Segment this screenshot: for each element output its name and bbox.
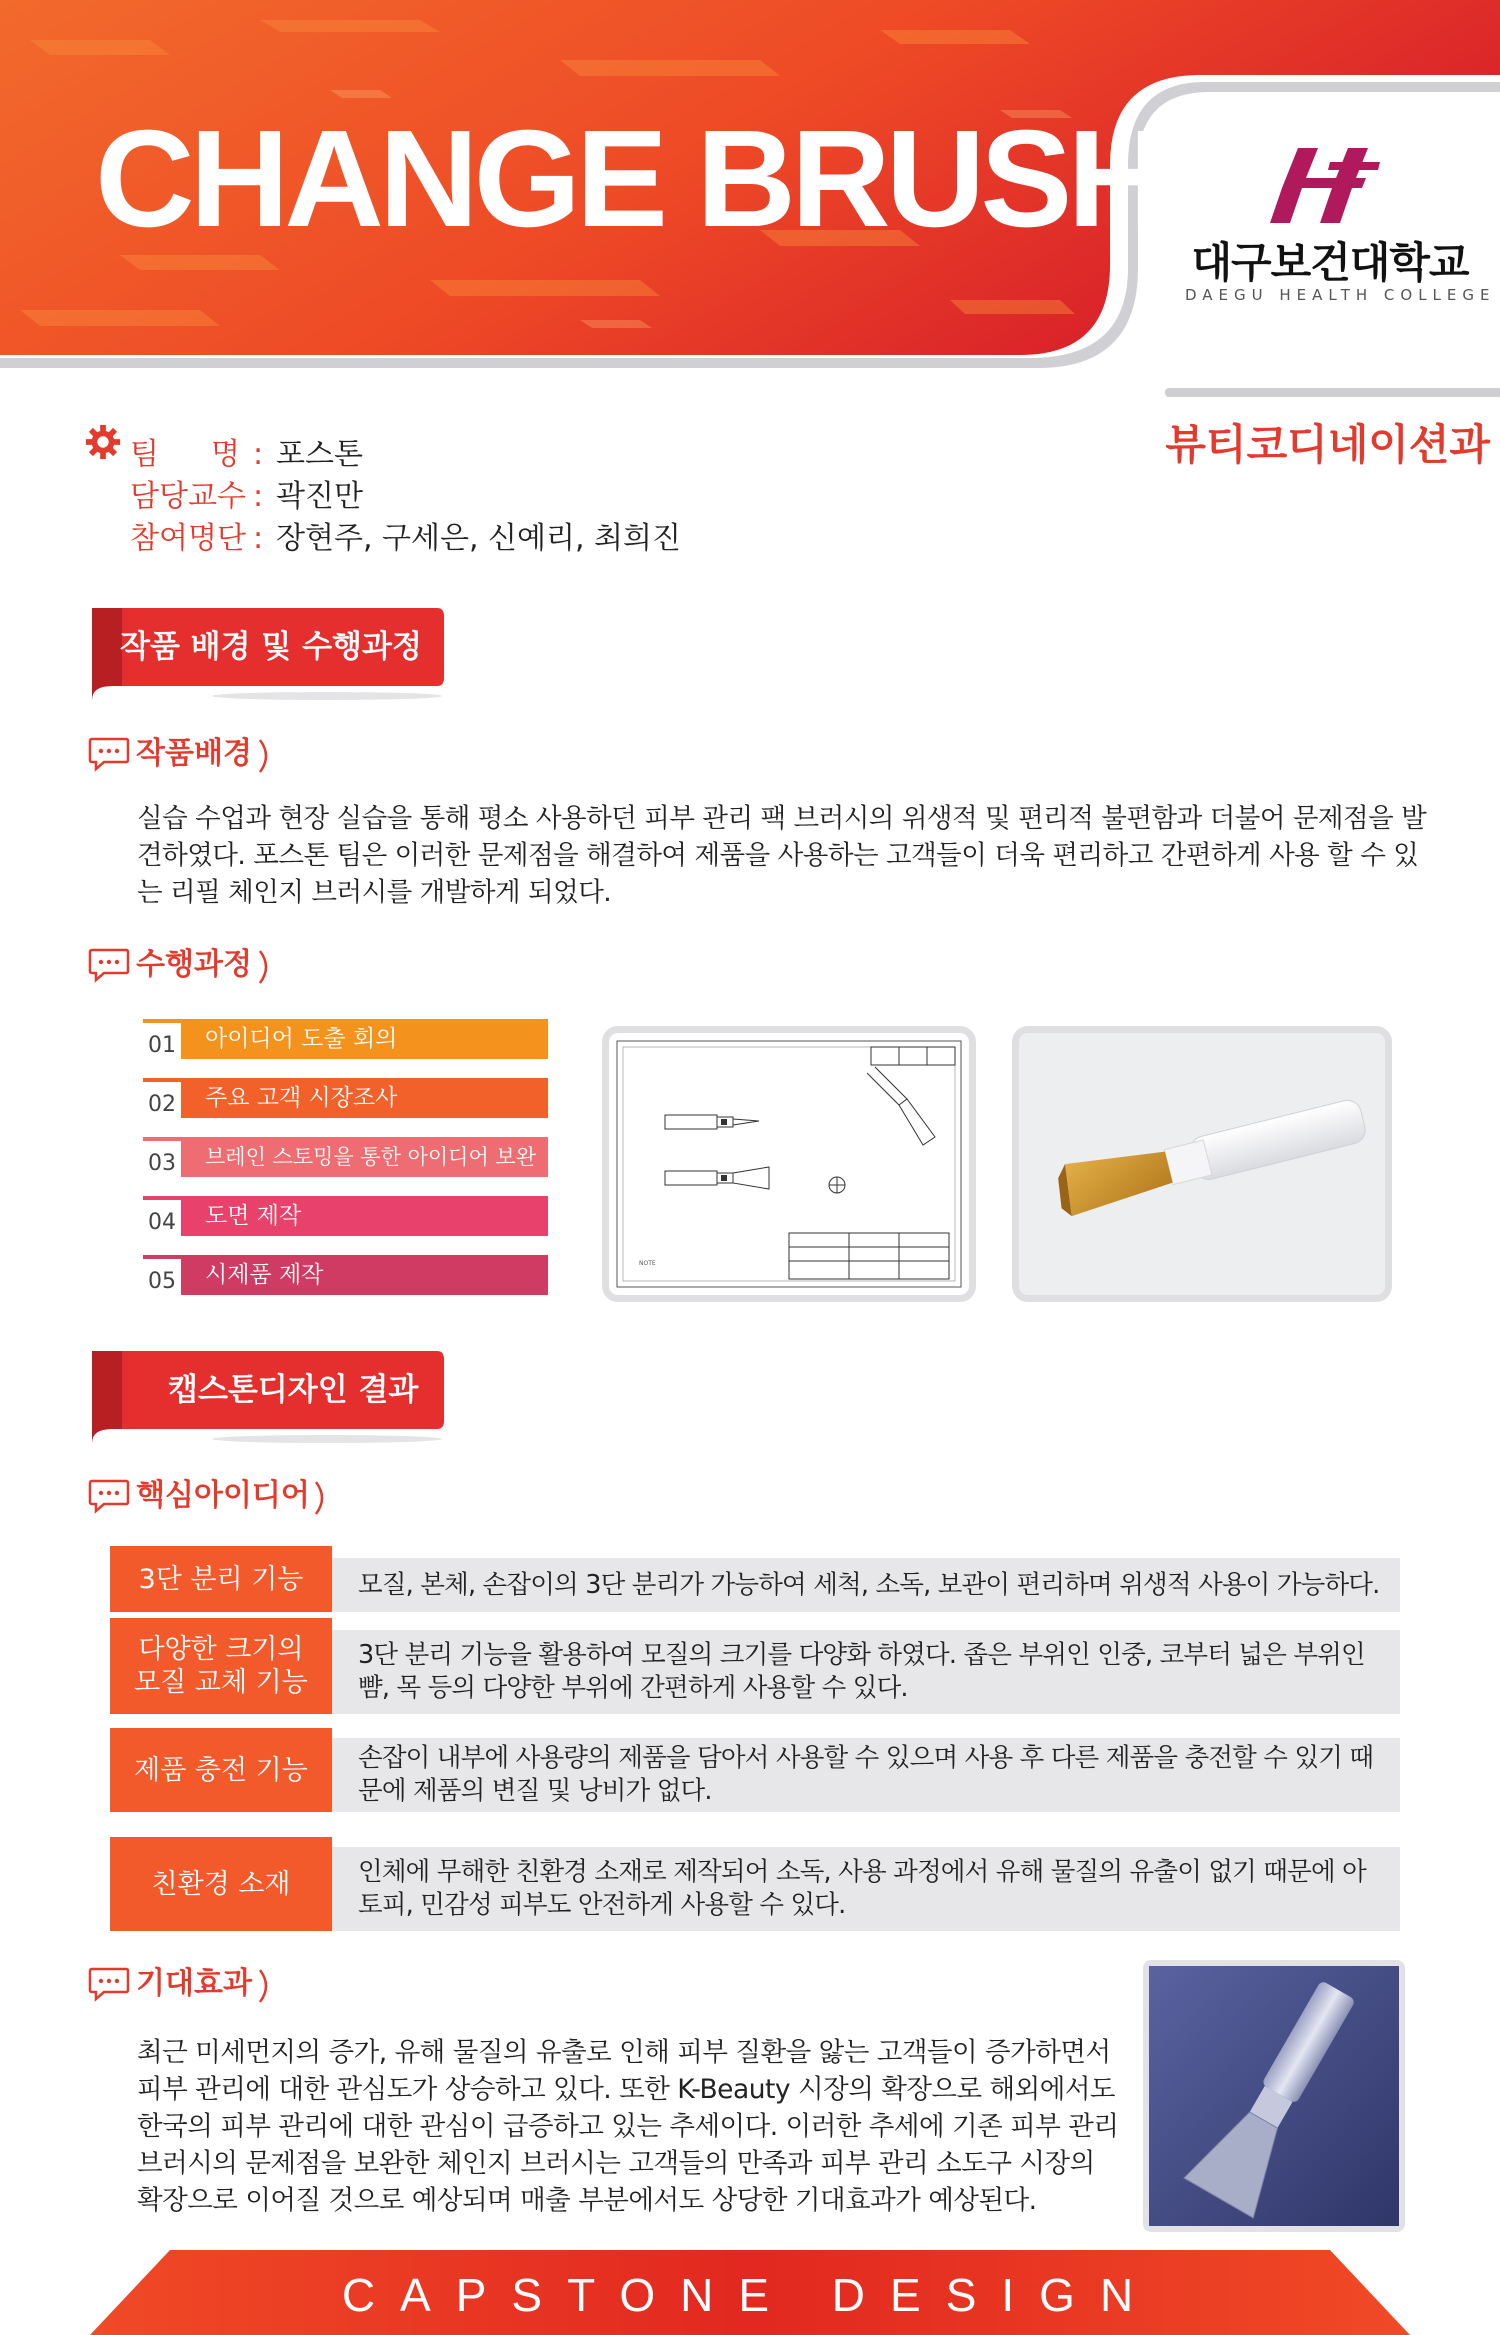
step-label: 아이디어 도출 회의 (205, 1026, 398, 1052)
info-colon: : (252, 521, 264, 556)
process-step (143, 1137, 548, 1183)
key-idea-row (110, 1618, 1400, 1714)
key-idea-tag: 친환경 소재 (110, 1837, 332, 1931)
team-name-row (130, 434, 363, 476)
professor-label: 담당교수 (130, 479, 246, 514)
paren-decoration (314, 1478, 330, 1518)
brush-3d-render-image (1143, 1960, 1405, 2232)
key-idea-row (110, 1546, 1400, 1612)
subheading-label: 작품배경 (136, 736, 252, 771)
step-number: 04 (143, 1200, 181, 1242)
poster-title: CHANGE BRUSH (95, 102, 1163, 256)
step-label: 브레인 스토밍을 통한 아이디어 보완 (205, 1145, 536, 1169)
brush-illustration (1019, 1033, 1385, 1295)
brush-render (1149, 1966, 1399, 2226)
technical-drawing-image (602, 1026, 976, 1302)
key-idea-description: 인체에 무해한 친환경 소재로 제작되어 소독, 사용 과정에서 유해 물질의 유출이 없기 때문에 아토피, 민감성 피부도 안전하게 사용할 수 있다. (332, 1847, 1400, 1931)
svg-text:NOTE: NOTE (639, 1260, 656, 1267)
speech-bubble-icon (88, 1966, 130, 2002)
step-bar (143, 1196, 548, 1242)
step-number: 01 (143, 1023, 181, 1065)
paren-decoration (258, 736, 274, 776)
professor-row (130, 476, 363, 518)
college-name-english: DAEGU HEALTH COLLEGE (1185, 286, 1496, 304)
subheading-expected-effect (88, 1962, 288, 2010)
section-title-capstone-result: 캡스톤디자인 결과 (168, 1372, 419, 1408)
brush-photo (1012, 1026, 1392, 1302)
key-idea-tag: 제품 충전 기능 (110, 1728, 332, 1812)
subheading-label: 핵심아이디어 (136, 1478, 310, 1513)
subheading-process (88, 943, 288, 991)
step-number: 02 (143, 1082, 181, 1124)
college-logo-icon (1270, 148, 1380, 223)
speech-bubble-icon (88, 1478, 130, 1514)
key-idea-description: 3단 분리 기능을 활용하여 모질의 크기를 다양화 하였다. 좁은 부위인 인중, 코부터 넓은 부위인 뺨, 목 등의 다양한 부위에 간편하게 사용할 수 있다. (332, 1630, 1400, 1714)
speech-bubble-icon (88, 736, 130, 772)
step-number: 03 (143, 1141, 181, 1183)
process-step (143, 1196, 548, 1242)
key-idea-description: 모질, 본체, 손잡이의 3단 분리가 가능하여 세척, 소독, 보관이 편리하며 위생적 사용이 가능하다. (332, 1558, 1400, 1612)
paren-decoration (258, 1966, 274, 2006)
members-label: 참여명단 (130, 521, 246, 556)
background-paragraph: 실습 수업과 현장 실습을 통해 평소 사용하던 피부 관리 팩 브러시의 위생적 및 편리적 불편함과 더불어 문제점을 발견하였다. 포스톤 팀은 이러한 문제점을 해결하여 제품을 사용하는 고객들이 더욱 편리하고 간편하게 사용 할 수 있는 리필 체인지 브러시를 개발하게 되었다. (137, 803, 1427, 908)
key-idea-row (110, 1728, 1400, 1812)
department-divider (1165, 388, 1500, 397)
members-value: 장현주, 구세은, 신예리, 최희진 (276, 521, 681, 556)
department-name: 뷰티코디네이션과 (1165, 420, 1490, 469)
key-idea-tag: 다양한 크기의 모질 교체 기능 (110, 1618, 332, 1714)
subheading-key-idea (88, 1474, 348, 1522)
section-title-background-process: 작품 배경 및 수행과정 (120, 629, 422, 665)
gear-icon (84, 423, 122, 461)
subheading-label: 수행과정 (136, 947, 252, 982)
subheading-background (88, 732, 288, 780)
members-row (130, 518, 681, 560)
process-step (143, 1019, 548, 1065)
key-idea-description: 손잡이 내부에 사용량의 제품을 담아서 사용할 수 있으며 사용 후 다른 제품을 충전할 수 있기 때문에 제품의 변질 및 낭비가 없다. (332, 1738, 1400, 1812)
step-bar (143, 1255, 548, 1301)
step-label: 도면 제작 (205, 1203, 302, 1229)
expected-effect-paragraph: 최근 미세먼지의 증가, 유해 물질의 유출로 인해 피부 질환을 앓는 고객들이 증가하면서 피부 관리에 대한 관심도가 상승하고 있다. 또한 K-Beauty 시장의 확장으로 해외에서도 한국의 피부 관리에 대한 관심이 급증하고 있는 추세이다. 이러한 추세에 기존 피부 관리 브러시의 문제점을 보완한 체인지 브러시는 고객들의 만족과 피부 관리 소도구 시장의 확장으로 이어질 것으로 예상되며 매출 부분에서도 상당한 기대효과가 예상된다. (137, 2037, 1119, 2216)
subheading-label: 기대효과 (136, 1966, 252, 2001)
process-step (143, 1255, 548, 1301)
college-name-korean: 대구보건대학교 (1191, 238, 1469, 287)
blueprint-drawing (609, 1033, 969, 1295)
team-name-label: 팀 명 (130, 437, 240, 472)
paren-decoration (258, 947, 274, 987)
key-idea-row (110, 1837, 1400, 1931)
key-idea-tag: 3단 분리 기능 (110, 1546, 332, 1612)
team-name-value: 포스톤 (276, 437, 363, 472)
footer-capstone-design: CAPSTONE DESIGN (341, 2269, 1159, 2321)
info-colon: : (252, 437, 264, 472)
step-number: 05 (143, 1259, 181, 1301)
professor-value: 곽진만 (276, 479, 363, 514)
step-label: 주요 고객 시장조사 (205, 1085, 398, 1111)
step-label: 시제품 제작 (205, 1262, 324, 1288)
speech-bubble-icon (88, 947, 130, 983)
process-step (143, 1078, 548, 1124)
info-colon: : (252, 479, 264, 514)
